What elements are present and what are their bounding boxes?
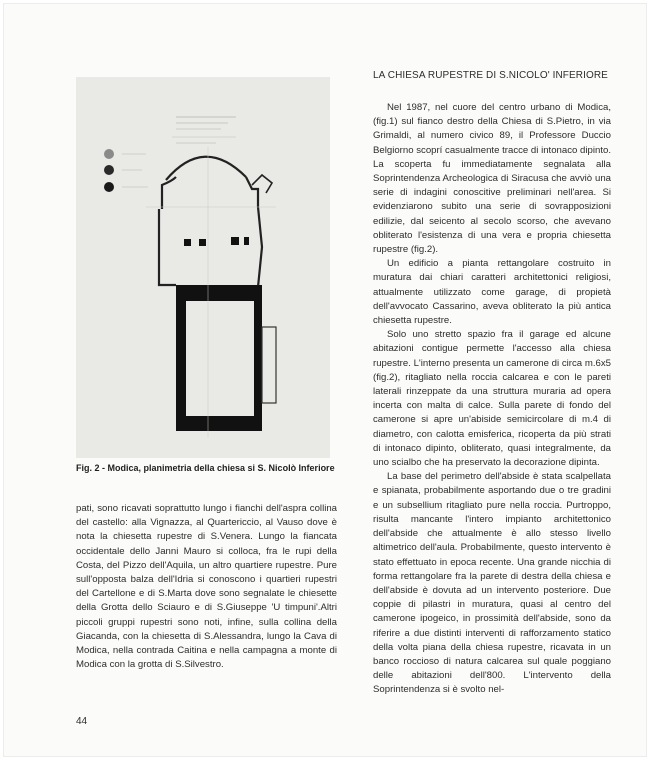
paragraph-2: Un edificio a pianta rettangolare costruito in muratura dai chiari caratteri architettonici religiosi, attualmente utilizzato come garage, di propietà dell'avvocato Cassarino, aveva obliterato la più antica chiesetta rupestre. [373, 258, 611, 327]
floor-plan-drawing [76, 77, 330, 458]
paragraph-1: Nel 1987, nel cuore del centro urbano di Modica, (fig.1) sul fianco destro della Chiesa di S.Pietro, in via Grimaldi, al numero civico 89, il Professore Duccio Belgiorno scoprí casualmente tracce di intonaco dipinto. La scoperta fu immediatamente segnalata alla Soprintendenza Archeologica di Siracusa che avviò una serie di indagini conoscitive preliminari nell'area. Si evidenziarono subito una serie di sovrapposizioni edilizie, dal seicento al secolo scorso, che avevano obliterato l'esistenza di una vera e propria chiesetta rupestre (fig.2). [373, 102, 611, 256]
figure-caption: Fig. 2 - Modica, planimetria della chiesa si S. Nicolò Inferiore [76, 463, 335, 473]
paragraph-3: Solo uno stretto spazio fra il garage ed alcune abitazioni contigue permette l'accesso alla chiesa rupestre. L'interno presenta un camerone di circa m.6x5 (fig.2), ritagliato nella roccia calcarea e con le pareti laterali rinzeppate da una struttura muraria ad opera incerta con malta di calce. Sulla parete di fondo del camerone si apre un'abiside semicircolare di m.4 di diametro, con calotta emisferica, ricoperta da più strati di intonaco dipinto, obliterato, quasi integralmente, da uno scialbo che ha preservato la decorazione dipinta. [373, 329, 611, 469]
floor-plan-figure [76, 77, 330, 458]
section-heading: LA CHIESA RUPESTRE DI S.NICOLO' INFERIORE [373, 70, 608, 81]
book-page [3, 3, 647, 757]
garage-building [176, 285, 276, 431]
right-text-column [373, 101, 611, 698]
paragraph-4: La base del perimetro dell'abside è stata scalpellata e spianata, probabilmente asportando due o tre gradini e un subsellium ritagliato pure nella roccia. Purtroppo, risulta mancante l'intero impianto architettonico dell'abside che attualmente è allo stesso livello altimetrico dell'aula. Probabilmente, questo intervento è stato effettuato in epoca recente. Una grande nicchia di forma rettangolare fra la parete di destra della chiesa e dell'abside è dovuta ad un intervento posteriore. Due coppie di pilastri in muratura, quasi al centro del camerone ipogeico, in prossimità dell'abside, sono da riferire a due distinti interventi di rafforzamento statico della volta piana della chiesa rupestre, ricavata in un banco roccioso di natura calcarea sul quale poggiano delle abitazioni dell'800. L'intervento della Soprintendenza si è svolto nel- [373, 471, 611, 696]
page-number: 44 [76, 716, 88, 727]
left-paragraph: pati, sono ricavati soprattutto lungo i fianchi dell'aspra collina del castello: alla Vignazza, al Quartericcio, al Vauso dove è nota la chiesetta rupestre di S.Venera. Lungo la fiancata occidentale dello Janni Mauro si colloca, fra le rupi della Costa, del Pizzo dell'Aquila, un altro quartiere rupestre. Pure sull'opposta balza dell'Idria si conoscono i quartieri rupestri del Cartellone e di S.Marta dove sono segnalate le chiesette della Grotta dello Sciauro e di S.Giuseppe 'U timpuni'.Altri piccoli gruppi rupestri sono noti, infine, sulla collina della Giacanda, con la chiesetta di S.Alessandra, lungo la Cava di Modica, nella contrada Caitina e nella campagna a monte di Modica con la grotta di S.Silvestro. [76, 503, 337, 671]
left-text-column [76, 502, 337, 672]
